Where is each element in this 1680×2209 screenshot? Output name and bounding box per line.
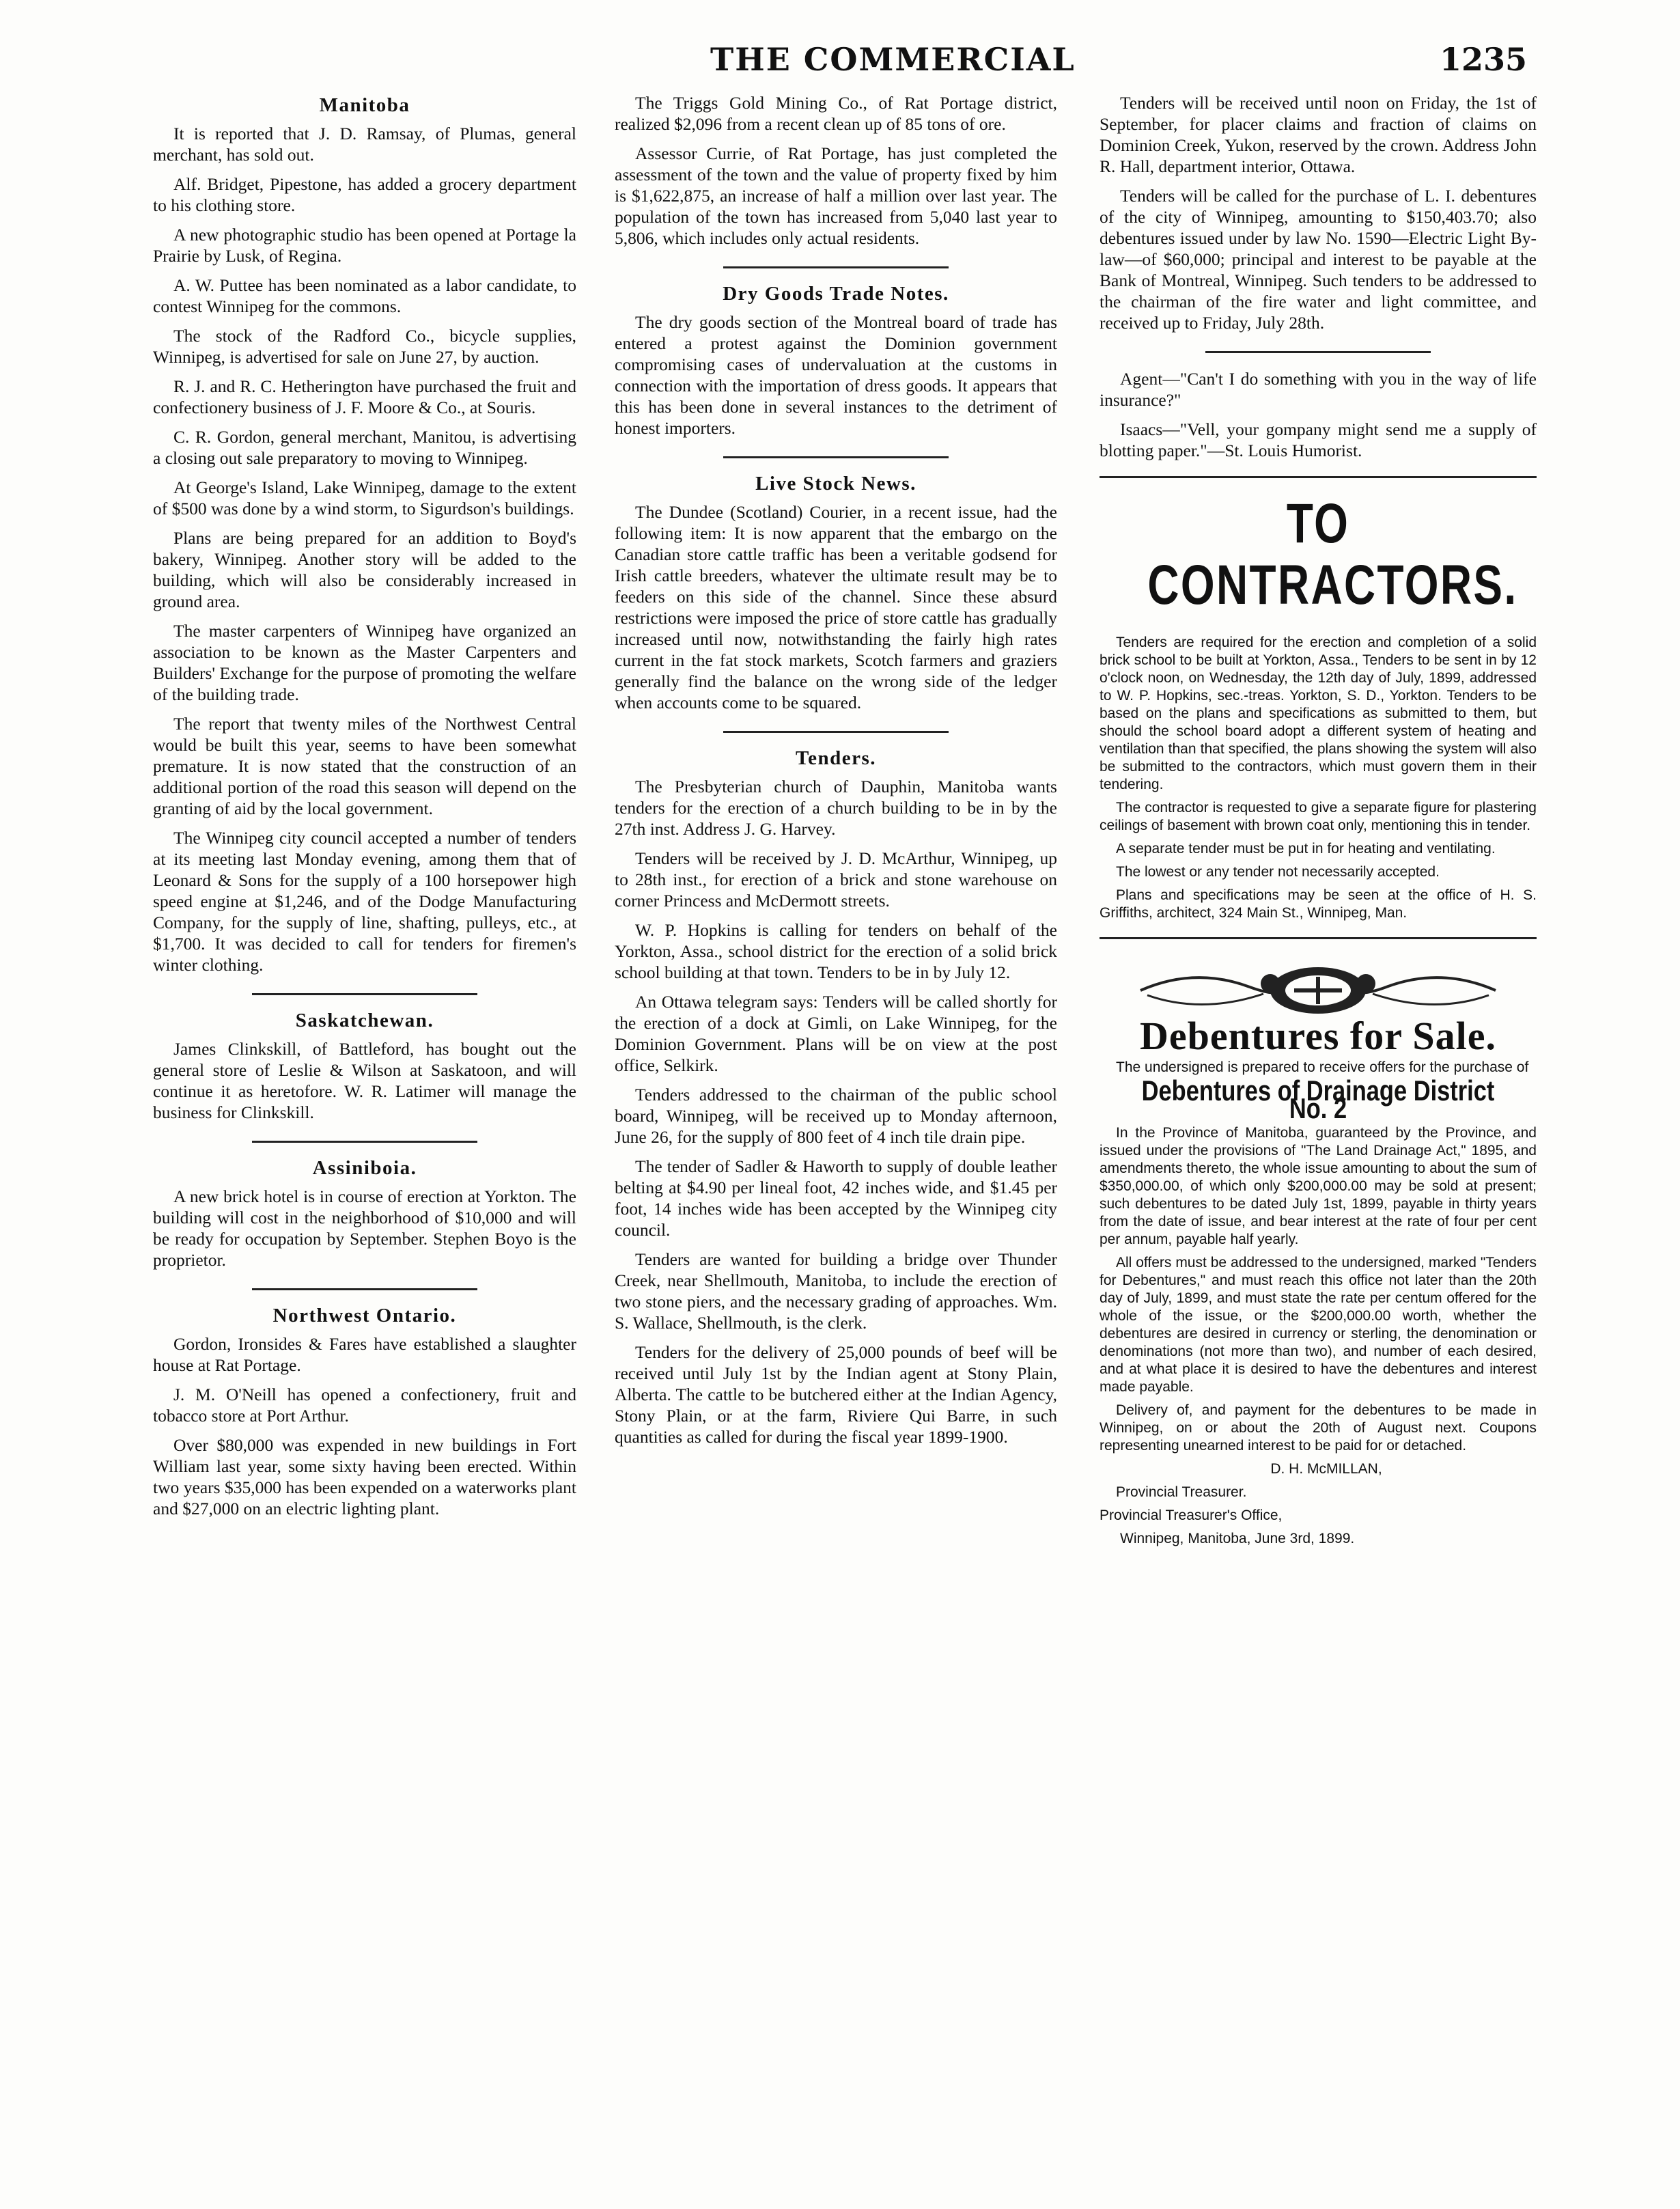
signature-name: D. H. McMILLAN, <box>1270 1461 1382 1477</box>
news-item: The report that twenty miles of the Northwest Central would be built this year, seems to have been somewhat premature. It is now stated that the construction of an additional portion of the road this season will depend on the granting of aid by the local government. <box>153 714 576 818</box>
section-divider <box>723 266 949 268</box>
news-item: Tenders are wanted for building a bridge over Thunder Creek, near Shellmouth, Manitoba, to include the erection of two stone piers, and the necessary grading of approaches. Wm. S. Wallace, Shellmouth, is the clerk. <box>615 1249 1057 1333</box>
publication-title: THE COMMERCIAL <box>710 41 1076 78</box>
section-heading-dry-goods: Dry Goods Trade Notes. <box>723 283 949 305</box>
section-heading-live-stock: Live Stock News. <box>755 473 916 495</box>
debentures-ad-body <box>1100 1059 1537 1548</box>
ad-heading-contractors: TO CONTRACTORS. <box>1147 492 1518 616</box>
column-right <box>1100 92 1537 2176</box>
news-item: Tenders will be received until noon on Friday, the 1st of September, for placer claims and fraction of claims on Dominion Creek, Yukon, reserved by the crown. Address John R. Hall, department interior, Ottawa. <box>1100 93 1537 176</box>
page-number: 1235 <box>1440 41 1528 78</box>
ad-divider <box>1100 476 1537 478</box>
section-divider <box>723 456 949 458</box>
news-item: The Dundee (Scotland) Courier, in a recent issue, had the following item: It is now apparent that the embargo on the Canadian store cattle traffic has been a veritable godsend for Irish cattle breeders, whatever the ultimate result may be to feeders on this side of the channel. Since these absurd restrictions were imposed the price of store cattle has gradually increased until now, notwithstanding the fairly high rates current in the fat stock markets, Scotch farmers and graziers generally find the balance on the wrong side of the ledger when accounts come to be squared. <box>615 502 1057 712</box>
news-item: Tenders addressed to the chairman of the public school board, Winnipeg, will be received up to Monday afternoon, June 26, for the supply of 800 feet of 4 inch tile drain pipe. <box>615 1085 1057 1147</box>
ad-paragraph: Plans and specifications may be seen at the office of H. S. Griffiths, architect, 324 Main St., Winnipeg, Man. <box>1100 887 1537 921</box>
signature-title: Provincial Treasurer. <box>1116 1484 1247 1500</box>
section-heading-northwest-ontario: Northwest Ontario. <box>272 1305 457 1326</box>
coat-of-arms-ornament-icon <box>1134 960 1502 1021</box>
news-item: It is reported that J. D. Ramsay, of Plumas, general merchant, has sold out. <box>153 124 576 165</box>
news-item: The Presbyterian church of Dauphin, Manitoba wants tenders for the erection of a church building to be in by the 27th inst. Address J. G. Harvey. <box>615 777 1057 839</box>
ad-paragraph: The lowest or any tender not necessarily accepted. <box>1116 864 1440 880</box>
section-divider <box>252 1288 477 1290</box>
ad-paragraph: All offers must be addressed to the undersigned, marked "Tenders for Debentures," and must reach this office not later than the 20th day of July, 1899, and must state the rate per centum offered for the whole of the issue, or the $200,000.00 worth, whether the debentures are desired in currency or sterling, the denomination or denominations (not more than two), and number of each desired, and at what place it is desired to have the debentures and interest made payable. <box>1100 1255 1537 1395</box>
news-item: The Winnipeg city council accepted a number of tenders at its meeting last Monday evening, among them that of Leonard & Sons for the supply of a 100 horsepower high speed engine at $1,246, and of the Dodge Manufacturing Company, for the supply of line, shafting, pulleys, etc., at $1,700. It was decided to call for tenders for firemen's winter clothing. <box>153 828 576 975</box>
column-middle <box>615 92 1057 2176</box>
section-heading-assiniboia: Assiniboia. <box>312 1157 417 1179</box>
section-heading-tenders: Tenders. <box>795 747 877 769</box>
ad-paragraph: Tenders are required for the erection and completion of a solid brick school to be built at Yorkton, Assa., Tenders to be sent in by 12 o'clock noon, on Wednesday, the 12th day of July, 1899, addressed to W. P. Hopkins, sec.-treas. Yorkton, S. D., Yorkton. Tenders to be based on the plans and specifications as submitted to them, but should the school board adopt a different system of heating and ventilation than that specified, the plans showing the system will also be submitted to the contractors, which must govern them in their tendering. <box>1100 635 1537 792</box>
section-divider <box>252 993 477 995</box>
news-item: R. J. and R. C. Hetherington have purchased the fruit and confectionery business of J. F. Moore & Co., at Souris. <box>153 376 576 417</box>
news-item: Assessor Currie, of Rat Portage, has just completed the assessment of the town and the value of property fixed by him is $1,622,875, an increase of half a million over last year. The population of the town has increased from 5,040 last year to 5,806, which includes only actual residents. <box>615 143 1057 248</box>
news-item: The stock of the Radford Co., bicycle supplies, Winnipeg, is advertised for sale on June 27, by auction. <box>153 326 576 367</box>
ad-heading-debentures: Debentures for Sale. <box>1139 1014 1497 1058</box>
news-item: At George's Island, Lake Winnipeg, damage to the extent of $500 was done by a wind storm, to Sigurdson's buildings. <box>153 477 576 518</box>
column-left <box>153 92 576 2176</box>
ad-subheading-drainage: Debentures of Drainage District No. 2 <box>1141 1074 1495 1124</box>
news-item: Tenders for the delivery of 25,000 pounds of beef will be received until July 1st by the Indian agent at Stony Plain, Alberta. The cattle to be butchered either at the Indian Agency, Stony Plain, or at the farm, Riviere Qui Barre, in such quantities as called for during the fiscal year 1899-1900. <box>615 1342 1057 1447</box>
running-header <box>0 41 1680 82</box>
news-item: W. P. Hopkins is calling for tenders on behalf of the Yorkton, Assa., school district for the erection of a solid brick school building at that town. Tenders to be in by July 12. <box>615 920 1057 982</box>
news-item: Tenders will be received by J. D. McArthur, Winnipeg, up to 28th inst., for erection of a brick and stone warehouse on corner Princess and McDermott streets. <box>615 848 1057 911</box>
section-divider <box>252 1141 477 1143</box>
news-item: The Triggs Gold Mining Co., of Rat Portage district, realized $2,096 from a recent clean up of 85 tons of ore. <box>615 93 1057 134</box>
news-item: A new photographic studio has been opened at Portage la Prairie by Lusk, of Regina. <box>153 225 576 266</box>
news-item: Over $80,000 was expended in new buildings in Fort William last year, some sixty having been erected. Within two years $35,000 has been expended on a waterworks plant and $27,000 on an electric lighting plant. <box>153 1435 576 1518</box>
office-date: Winnipeg, Manitoba, June 3rd, 1899. <box>1120 1531 1355 1546</box>
section-divider <box>1205 351 1431 353</box>
news-item: A. W. Puttee has been nominated as a labor candidate, to contest Winnipeg for the commons. <box>153 275 576 316</box>
news-item: J. M. O'Neill has opened a confectionery, fruit and tobacco store at Port Arthur. <box>153 1385 576 1426</box>
ad-paragraph: In the Province of Manitoba, guaranteed by the Province, and issued under the provisions of "The Land Drainage Act," 1895, and amendments thereto, the whole issue amounting to about the sum of $350,000.00, of which only $200,000.00 may be sold at present; such debentures to be dated July 1st, 1899, payable in thirty years from the date of issue, and bear interest at the rate of four per cent per annum, payable half yearly. <box>1100 1125 1537 1247</box>
news-item: C. R. Gordon, general merchant, Manitou, is advertising a closing out sale preparatory to moving to Winnipeg. <box>153 427 576 468</box>
news-item: Alf. Bridget, Pipestone, has added a grocery department to his clothing store. <box>153 174 576 215</box>
news-item: An Ottawa telegram says: Tenders will be called shortly for the erection of a dock at Gimli, on Lake Winnipeg, for the Dominion Government. Plans will be on view at the post office, Selkirk. <box>615 992 1057 1075</box>
news-item: The dry goods section of the Montreal board of trade has entered a protest against the Dominion government compromising cases of undervaluation at the customs in connection with the importation of dress goods. It appears that this has been done in several instances to the detriment of honest importers. <box>615 312 1057 438</box>
ad-paragraph: A separate tender must be put in for heating and ventilating. <box>1116 841 1496 857</box>
joke-line: Isaacs—"Vell, your gompany might send me a supply of blotting paper."—St. Louis Humorist. <box>1100 419 1537 460</box>
section-heading-manitoba: Manitoba <box>319 94 410 116</box>
news-item: Gordon, Ironsides & Fares have established a slaughter house at Rat Portage. <box>153 1334 576 1375</box>
news-item: The master carpenters of Winnipeg have organized an association to be known as the Master Carpenters and Builders' Exchange for the purpose of promoting the welfare of the building trade. <box>153 621 576 704</box>
joke-line: Agent—"Can't I do something with you in the way of life insurance?" <box>1100 369 1537 410</box>
section-heading-saskatchewan: Saskatchewan. <box>295 1010 434 1031</box>
news-item: A new brick hotel is in course of erection at Yorkton. The building will cost in the neighborhood of $10,000 and will be ready for occupation by September. Stephen Boyo is the proprietor. <box>153 1186 576 1270</box>
ad-paragraph: Delivery of, and payment for the debentures to be made in Winnipeg, on or about the 20th of August next. Coupons representing unearned interest to be paid for or detached. <box>1100 1402 1537 1454</box>
news-item: James Clinkskill, of Battleford, has bought out the general store of Leslie & Wilson at Saskatoon, and will continue it as heretofore. W. R. Latimer will manage the business for Clinkskill. <box>153 1039 576 1122</box>
news-item: The tender of Sadler & Haworth to supply of double leather belting at $4.90 per lineal foot, 42 inches wide, and $1.45 per foot, 14 inches wide has been accepted by the Winnipeg city council. <box>615 1156 1057 1240</box>
contractors-ad-body <box>1100 634 1537 922</box>
ad-paragraph: The undersigned is prepared to receive offers for the purchase of <box>1116 1059 1529 1075</box>
news-item: Tenders will be called for the purchase of L. I. debentures of the city of Winnipeg, amounting to $150,403.70; also debentures issued under by law No. 1590—Electric Light By-law—of $60,000; principal and interest to be payable at the Bank of Montreal, Winnipeg. Such tenders to be addressed to the chairman of the fire water and light committee, and received up to Friday, July 28th. <box>1100 186 1537 333</box>
office-line: Provincial Treasurer's Office, <box>1100 1508 1283 1523</box>
ad-divider <box>1100 937 1537 939</box>
news-item: Plans are being prepared for an addition to Boyd's bakery, Winnipeg. Another story will be added to the building, which will also be considerably increased in ground area. <box>153 528 576 611</box>
ad-paragraph: The contractor is requested to give a separate figure for plastering ceilings of basement with brown coat only, mentioning this in tender. <box>1100 800 1537 833</box>
section-divider <box>723 731 949 733</box>
